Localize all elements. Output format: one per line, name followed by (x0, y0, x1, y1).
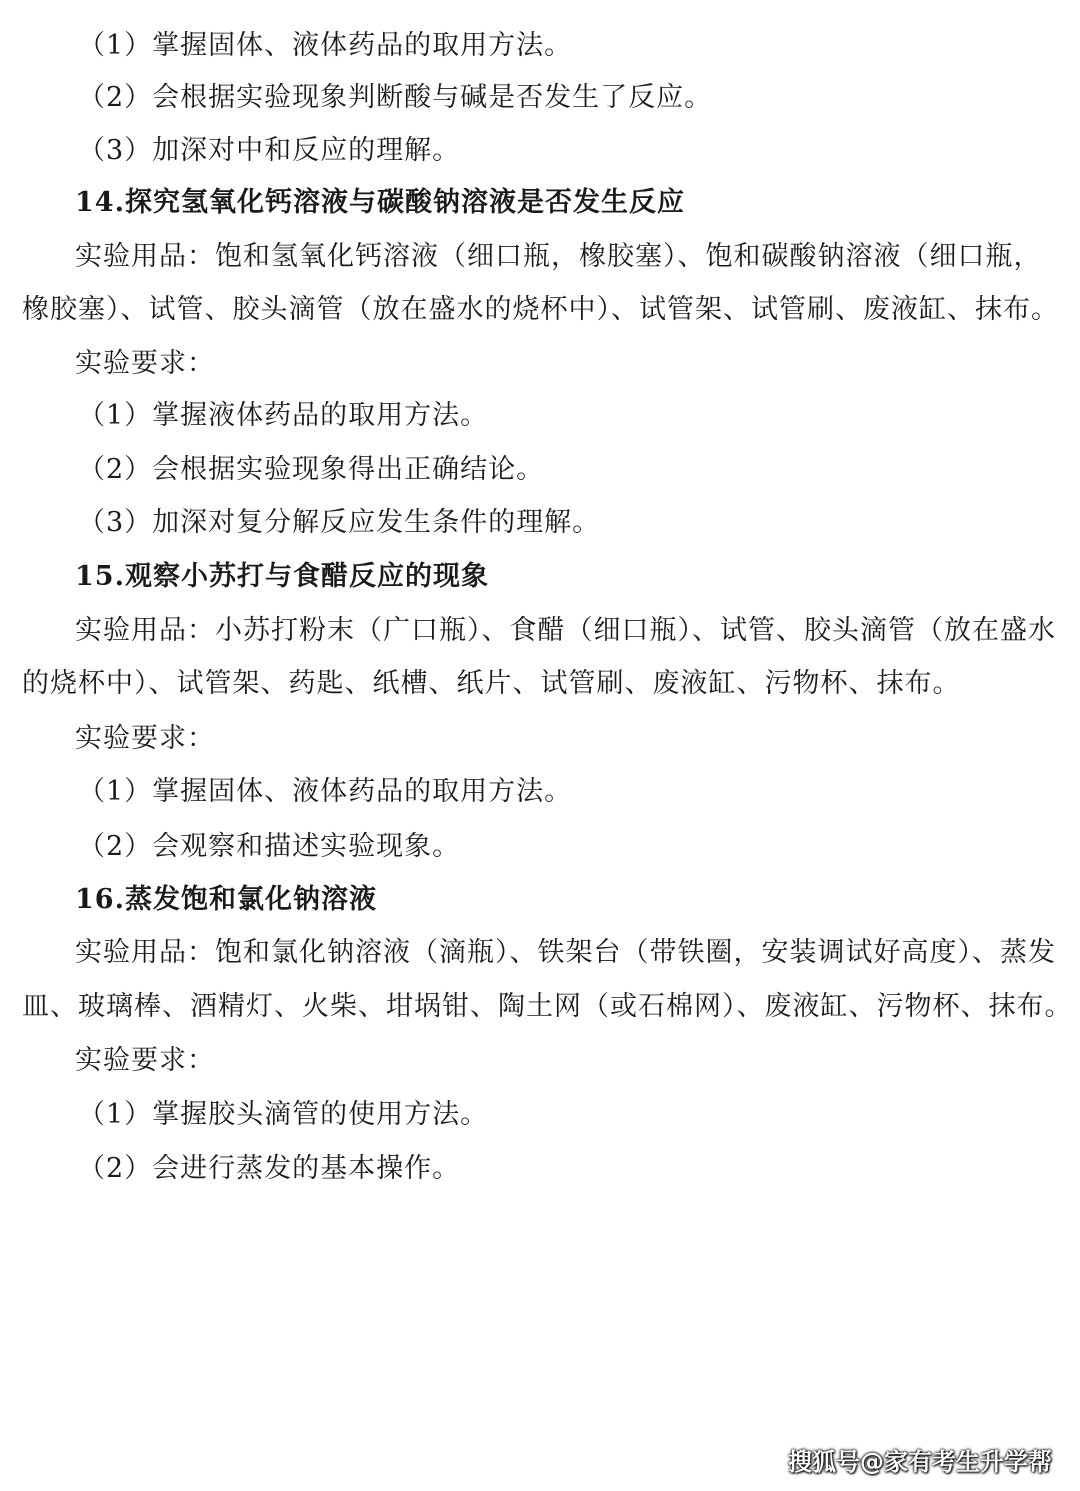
requirement-item: （2）会根据实验现象得出正确结论。 (78, 454, 545, 485)
section-15-supplies: 实验用品：小苏打粉末（广口瓶）、食醋（细口瓶）、试管、胶头滴管（放在盛水 (75, 615, 1056, 646)
section-16-supplies: 实验用品：饱和氯化钠溶液（滴瓶）、铁架台（带铁圈，安装调试好高度）、蒸发 (75, 937, 1056, 968)
section-16-supplies-cont: 皿、玻璃棒、酒精灯、火柴、坩埚钳、陶土网（或石棉网）、废液缸、污物杯、抹布。 (22, 991, 1073, 1022)
requirement-item: （1）掌握胶头滴管的使用方法。 (78, 1099, 489, 1130)
section-14-heading: 14.探究氢氧化钙溶液与碳酸钠溶液是否发生反应 (75, 187, 685, 218)
section-14-req-label: 实验要求： (75, 348, 215, 379)
requirement-item: （1）掌握固体、液体药品的取用方法。 (78, 30, 573, 61)
section-15-req-label: 实验要求： (75, 723, 215, 754)
requirement-item: （2）会根据实验现象判断酸与碱是否发生了反应。 (78, 82, 713, 113)
requirement-item: （1）掌握液体药品的取用方法。 (78, 400, 489, 431)
section-16-req-label: 实验要求： (75, 1045, 215, 1076)
requirement-item: （2）会进行蒸发的基本操作。 (78, 1153, 461, 1184)
requirement-item: （2）会观察和描述实验现象。 (78, 831, 461, 862)
section-14-supplies: 实验用品：饱和氢氧化钙溶液（细口瓶，橡胶塞）、饱和碳酸钠溶液（细口瓶， (75, 241, 1042, 272)
section-15-heading: 15.观察小苏打与食醋反应的现象 (75, 561, 489, 592)
watermark: 搜狐号@家有考生升学帮 (788, 1448, 1052, 1476)
requirement-item: （3）加深对中和反应的理解。 (78, 135, 461, 166)
requirement-item: （1）掌握固体、液体药品的取用方法。 (78, 776, 573, 807)
section-14-supplies-cont: 橡胶塞）、试管、胶头滴管（放在盛水的烧杯中）、试管架、试管刷、废液缸、抹布。 (22, 294, 1059, 325)
section-16-heading: 16.蒸发饱和氯化钠溶液 (75, 884, 377, 915)
section-15-supplies-cont: 的烧杯中）、试管架、药匙、纸槽、纸片、试管刷、废液缸、污物杯、抹布。 (22, 668, 961, 699)
requirement-item: （3）加深对复分解反应发生条件的理解。 (78, 507, 601, 538)
